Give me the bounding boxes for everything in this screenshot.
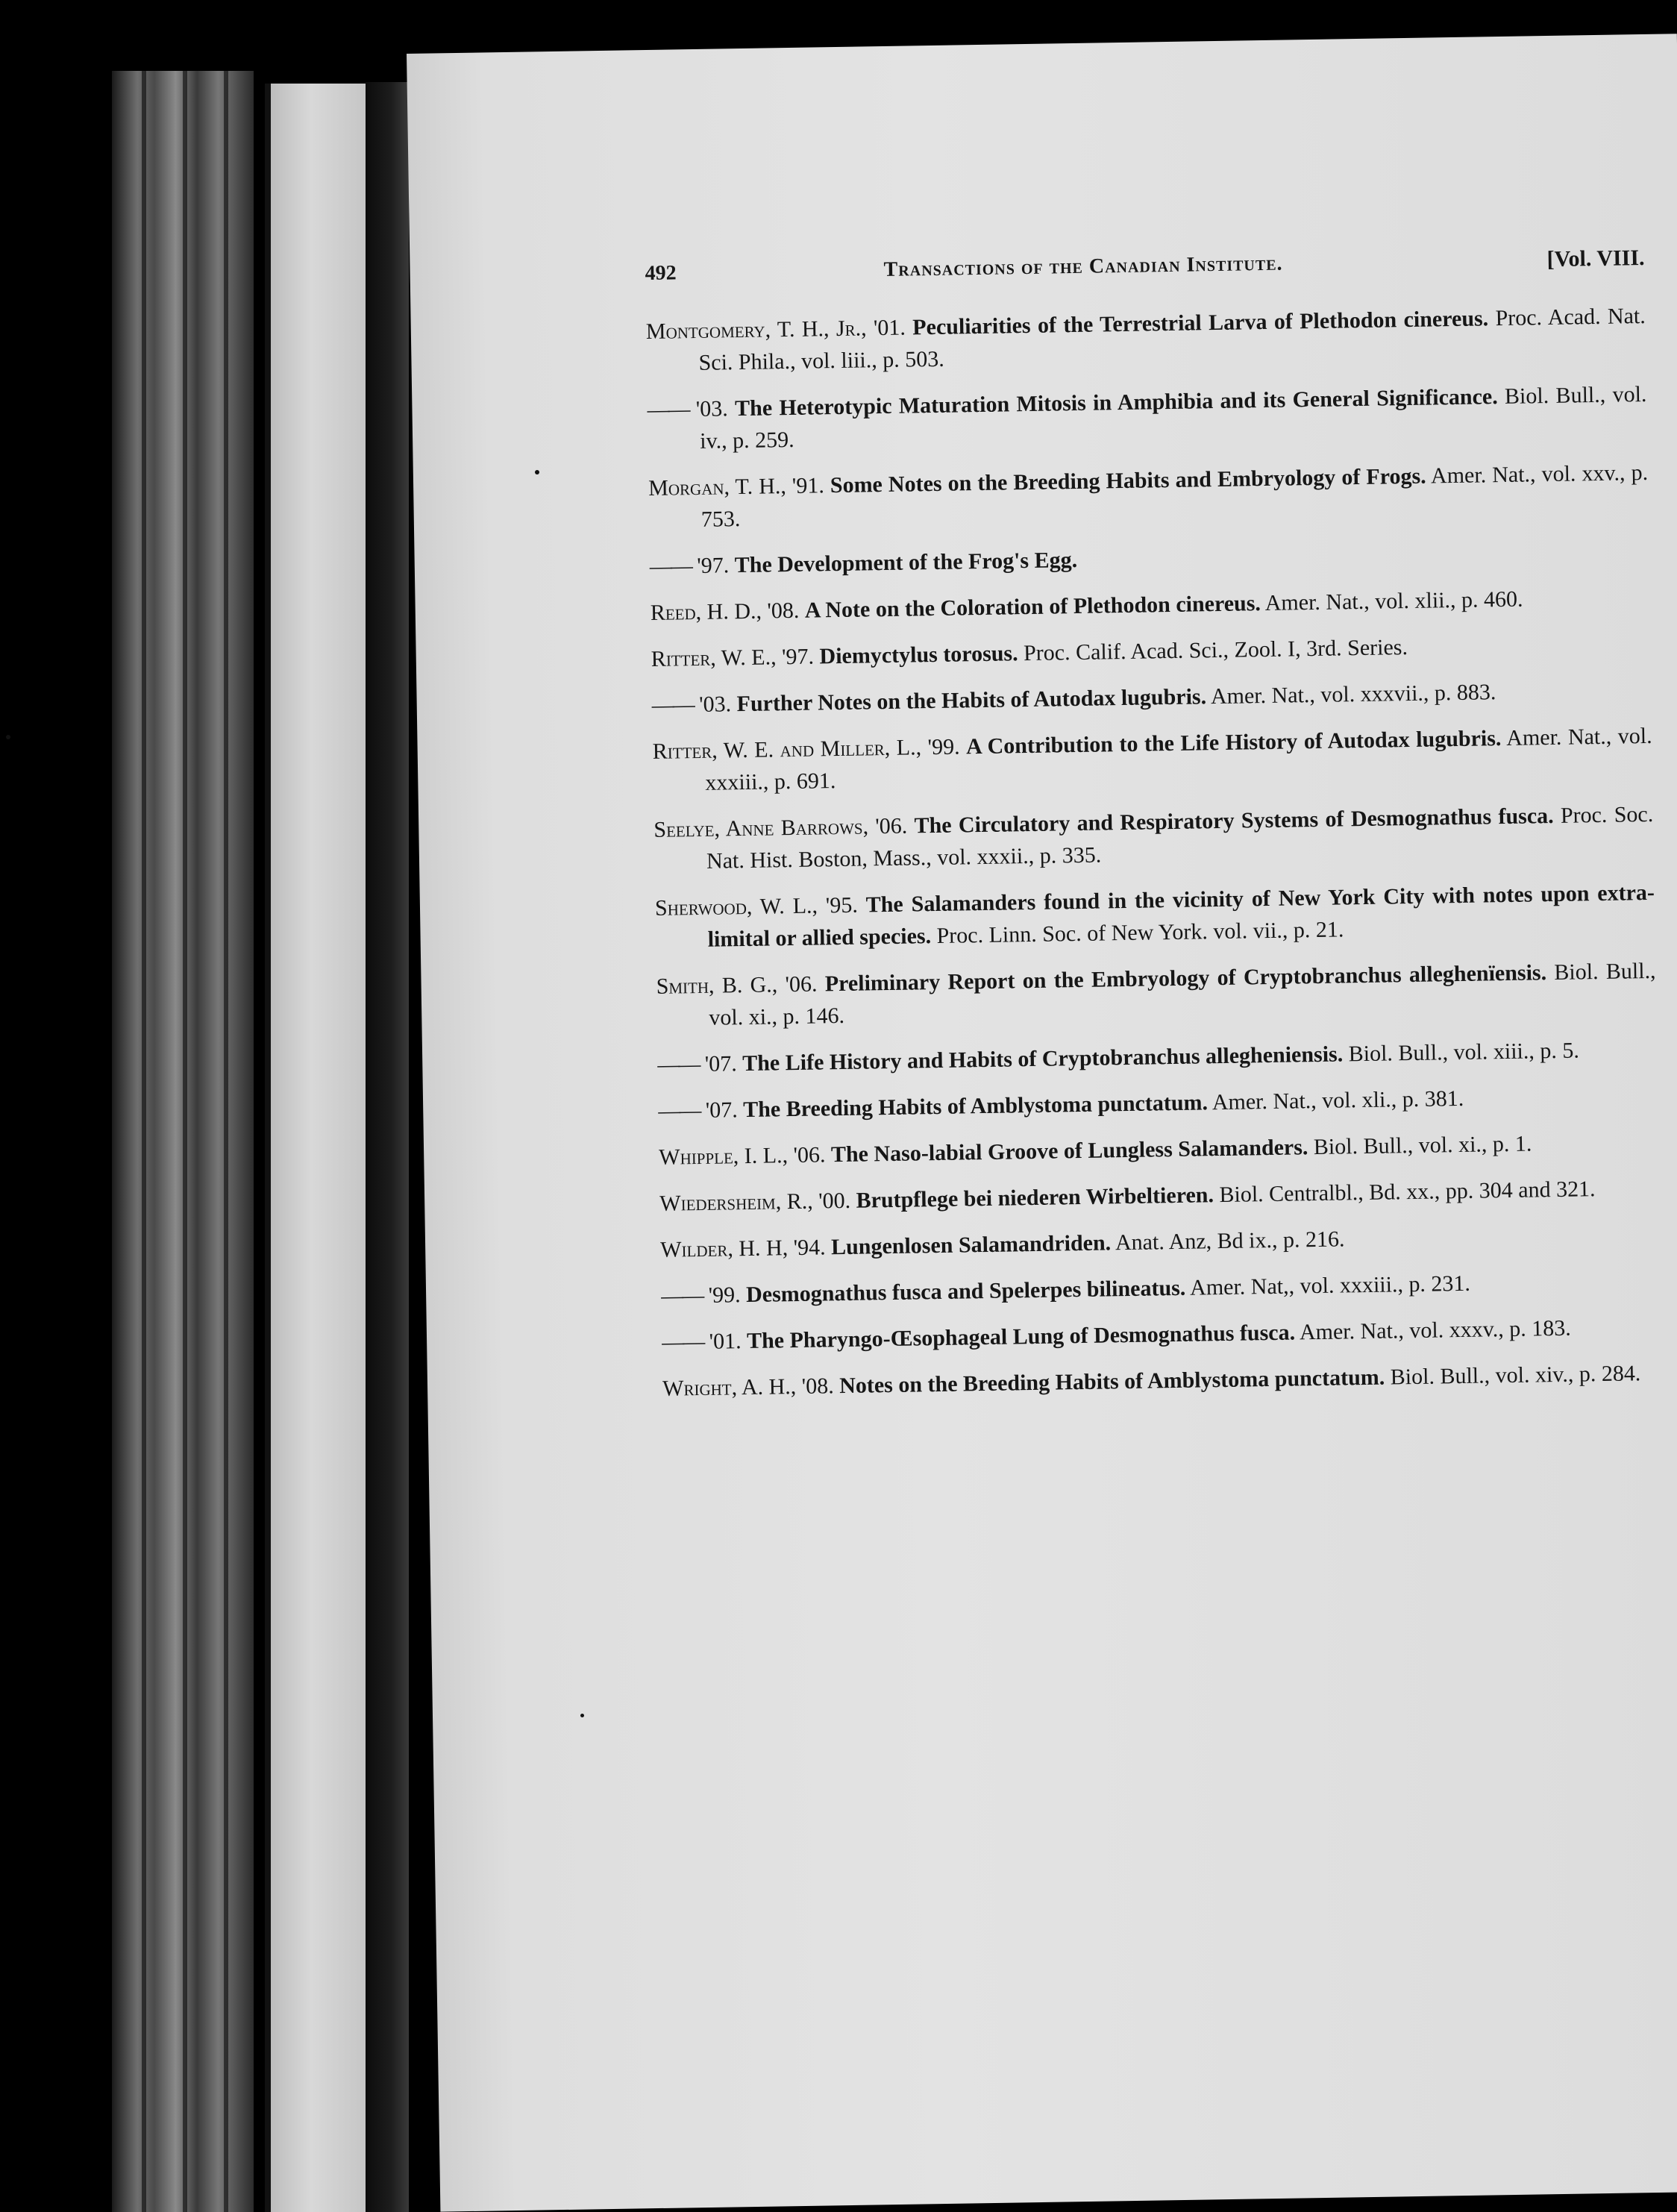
entry-author: Montgomery, T. H., Jr., [645,316,867,345]
bibliography-entry [651,674,1652,721]
entry-author: —— [658,1097,700,1124]
entry-citation: Amer. Nat,, vol. xxxiii., p. 231. [1189,1271,1471,1300]
entry-citation: Biol. Bull., vol. xiii., p. 5. [1348,1038,1580,1067]
entry-citation: Proc. Soc. Nat. Hist. Boston, Mass., vol. xxxii., p. 335. [706,801,1654,874]
entry-author: Morgan, T. H., [648,474,787,501]
volume-label: [Vol. VIII. [1546,245,1645,272]
entry-author: —— [649,554,692,579]
entry-title: A Note on the Coloration of Plethodon cinereus. [804,591,1261,623]
bibliography-entry [652,720,1652,800]
bibliography-entry [646,300,1646,380]
entry-year: '08. [767,598,800,624]
entry-author: Smith, B. G., [656,972,778,999]
entry-citation: Amer. Nat., vol. xxxvii., p. 883. [1210,680,1496,709]
entry-year: '06. [785,971,818,997]
entry-author: —— [657,1052,700,1077]
page-gutter [366,82,409,2212]
entry-citation: Biol. Bull., vol. xiv., p. 284. [1390,1361,1641,1390]
entry-year: '03. [695,396,729,422]
entry-title: The Life History and Habits of Cryptobranchus allegheniensis. [742,1041,1344,1077]
scan-speck [580,1714,584,1717]
entry-author: —— [660,1282,703,1309]
entry-author: Wilder, H. H, [659,1235,789,1262]
entry-year: '99. [927,734,960,760]
bibliography-entry [657,1033,1658,1081]
entry-citation: Biol. Bull., vol. iv., p. 259. [699,381,1647,454]
book-page [407,34,1677,2211]
entry-title: Notes on the Breeding Habits of Amblystoma punctatum. [839,1365,1385,1399]
entry-title: The Breeding Habits of Amblystoma punctatum. [742,1090,1209,1123]
bibliography-entry [659,1172,1660,1220]
entry-title: Some Notes on the Breeding Habits and Embryology of Frogs. [830,463,1426,498]
bibliography-entry [662,1357,1663,1405]
entry-year: '97. [697,553,730,578]
bibliography-entry [656,955,1656,1035]
entry-title: Preliminary Report on the Embryology of Cryptobranchus alleghenïensis. [824,960,1547,997]
entry-author: Sherwood, W. L., [654,893,818,921]
entry-citation: Proc. Calif. Acad. Sci., Zool. I, 3rd. Series. [1023,635,1408,666]
entry-author: Ritter, W. E., [651,645,777,671]
bibliography-entry [651,627,1651,675]
entry-citation: Amer. Nat., vol. xlii., p. 460. [1264,586,1523,616]
book-spine-edge [112,71,254,2212]
running-head [645,242,1645,296]
scan-speck [6,735,10,739]
page-number: 492 [645,261,677,286]
entry-year: '07. [704,1051,737,1077]
entry-title: Diemyctylus torosus. [819,641,1018,669]
bibliography-entry [648,457,1649,536]
bibliography-entry [662,1311,1662,1359]
entry-year: '01. [709,1329,742,1354]
bibliography-list [646,300,1663,1405]
entry-title: Further Notes on the Habits of Autodax lugubris. [736,684,1207,717]
bibliography-entry [661,1265,1661,1312]
entry-author: Wright, A. H., [662,1374,797,1401]
entry-title: Peculiarities of the Terrestrial Larva of Plethodon cinereus. [912,306,1489,340]
entry-author: Wiedersheim, R., [659,1188,813,1216]
entry-author: Ritter, W. E. and Miller, L., [652,735,922,764]
entry-author: —— [651,692,695,718]
entry-title: The Salamanders found in the vicinity of New York City with notes upon extra-limital or allied species. [707,880,1655,952]
entry-title: The Heterotypic Maturation Mitosis in Amphibia and its General Significance. [734,384,1498,422]
entry-author: —— [661,1329,704,1355]
entry-citation: Biol. Bull., vol. xi., p. 1. [1313,1131,1532,1160]
entry-year: '97. [781,644,815,670]
entry-title: The Circulatory and Respiratory Systems of Desmognathus fusca. [914,803,1554,839]
entry-citation: Amer. Nat., vol. xxv., p. 753. [700,460,1649,532]
entry-citation: Anat. Anz, Bd ix., p. 216. [1115,1226,1345,1256]
bibliography-entry [653,798,1654,878]
entry-title: Desmognathus fusca and Spelerpes bilineatus. [745,1275,1186,1308]
entry-title: Brutpflege bei niederen Wirbeltieren. [856,1182,1214,1213]
entry-title: The Pharyngo-Œsophageal Lung of Desmognathus fusca. [746,1320,1296,1354]
entry-citation: Amer. Nat., vol. xxxv., p. 183. [1299,1315,1572,1345]
bibliography-entry [647,378,1647,458]
entry-citation: Proc. Linn. Soc. of New York. vol. vii., p. 21. [936,917,1344,948]
entry-citation: Amer. Nat., vol. xli., p. 381. [1211,1085,1464,1115]
entry-author: Whipple, I. L., [659,1143,789,1170]
entry-year: '06. [793,1142,826,1168]
entry-year: '95. [825,892,859,918]
entry-citation: Biol. Centralbl., Bd. xx., pp. 304 and 321. [1219,1177,1596,1208]
entry-title: Lungenlosen Salamandriden. [830,1230,1112,1260]
entry-year: '91. [792,473,825,498]
bibliography-entry [659,1126,1659,1174]
entry-year: '94. [793,1235,826,1261]
entry-year: '06. [875,813,908,839]
entry-author: —— [647,397,689,422]
entry-year: '01. [873,315,906,341]
page-content [645,242,1662,1419]
entry-year: '99. [708,1282,741,1308]
entry-author: Reed, H. D., [650,598,762,625]
entry-citation: Biol. Bull., vol. xi., p. 146. [709,958,1656,1030]
scan-speck [535,470,539,474]
bibliography-entry [655,877,1655,956]
entry-title: The Development of the Frog's Egg. [734,547,1078,578]
bibliography-entry [660,1218,1661,1266]
entry-title: The Naso-labial Groove of Lungless Salamanders. [830,1135,1308,1168]
entry-year: '07. [705,1097,738,1123]
entry-year: '08. [801,1373,834,1399]
journal-title: Transactions of the Canadian Institute. [883,251,1283,281]
entry-author: Seelye, Anne Barrows, [653,814,869,842]
bibliography-entry [650,581,1650,629]
entry-year: '03. [698,692,732,717]
entry-year: '00. [818,1188,851,1214]
entry-title: A Contribution to the Life History of Autodax lugubris. [965,726,1502,759]
entry-citation: Proc. Acad. Nat. Sci. Phila., vol. liii., p. 503. [698,303,1646,375]
page-stack-edge [265,84,372,2212]
bibliography-entry [658,1080,1658,1127]
bibliography-entry [650,535,1650,583]
entry-citation: Amer. Nat., vol. xxxiii., p. 691. [705,723,1652,795]
